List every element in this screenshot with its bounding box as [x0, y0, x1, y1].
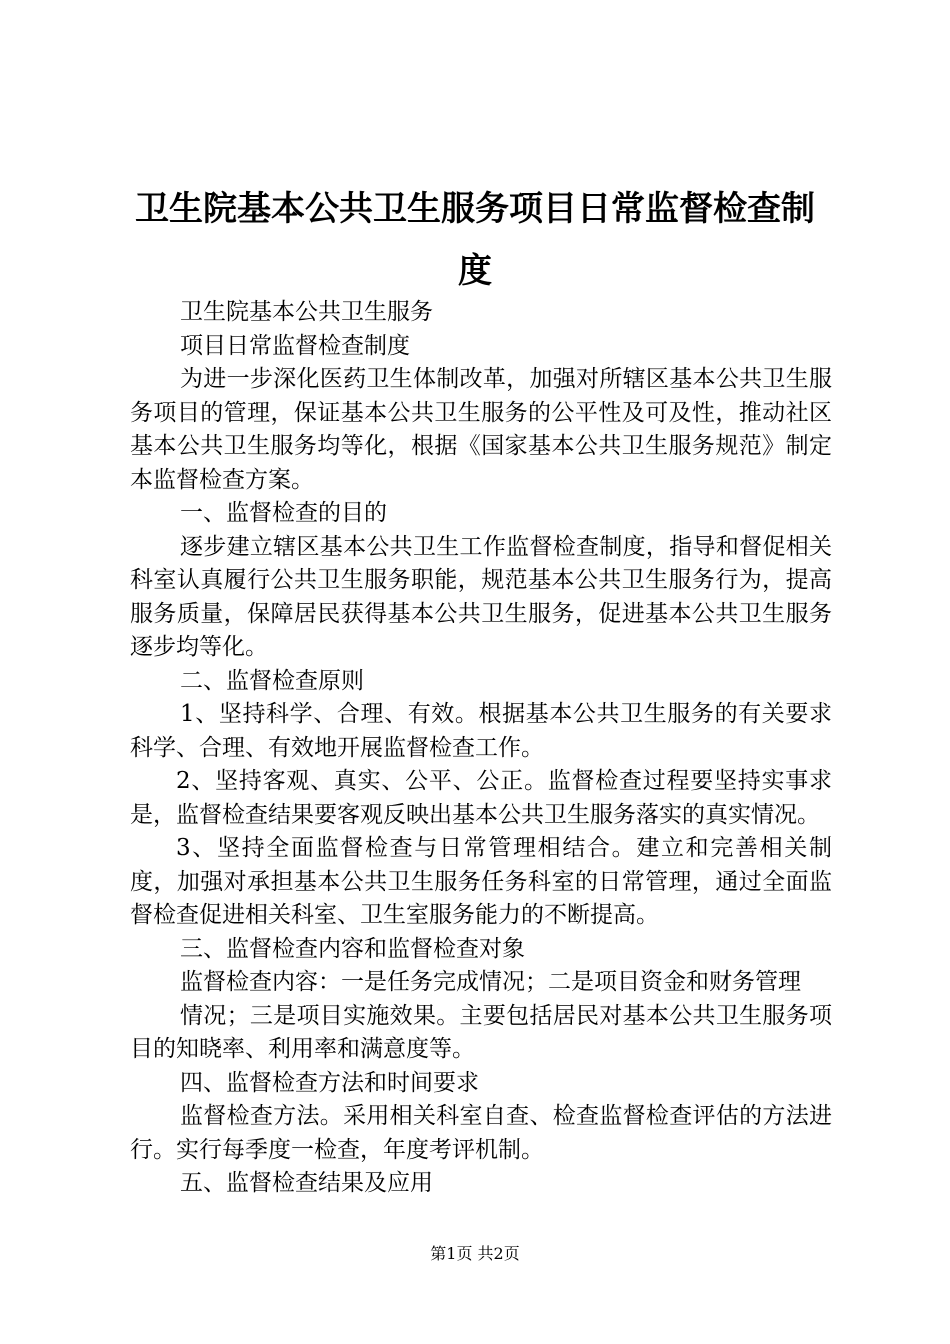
page-footer [0, 1243, 950, 1265]
intro-paragraph: 为进一步深化医药卫生体制改革，加强对所辖区基本公共卫生服务项目的管理，保证基本公共卫生服务的公平性及可及性，推动社区基本公共卫生服务均等化，根据《国家基本公共卫生服务规范》制定本监督检查方案。 [130, 366, 832, 493]
section-3-paragraph-a: 监督检查内容：一是任务完成情况；二是项目资金和财务管理 [180, 969, 801, 995]
title-line-2: 度 [458, 251, 492, 291]
section-3-paragraph-b: 情况；三是项目实施效果。主要包括居民对基本公共卫生服务项目的知晓率、利用率和满意度等。 [130, 1002, 832, 1062]
document-body [130, 296, 832, 1201]
section-4-paragraph: 监督检查方法。采用相关科室自查、检查监督检查评估的方法进行。实行每季度一检查，年度考评机制。 [130, 1103, 832, 1163]
section-heading-5: 五、监督检查结果及应用 [180, 1170, 433, 1196]
section-1-paragraph: 逐步建立辖区基本公共卫生工作监督检查制度，指导和督促相关科室认真履行公共卫生服务职能，规范基本公共卫生服务行为，提高服务质量，保障居民获得基本公共卫生服务，促进基本公共卫生服务逐步均等化。 [130, 533, 832, 660]
principle-3-paragraph: 3、坚持全面监督检查与日常管理相结合。建立和完善相关制度，加强对承担基本公共卫生服务任务科室的日常管理，通过全面监督检查促进相关科室、卫生室服务能力的不断提高。 [130, 835, 832, 928]
subtitle-line-1: 卫生院基本公共卫生服务 [180, 299, 433, 325]
principle-2-paragraph: 2、坚持客观、真实、公平、公正。监督检查过程要坚持实事求是，监督检查结果要客观反映出基本公共卫生服务落实的真实情况。 [130, 768, 832, 828]
section-heading-3: 三、监督检查内容和监督检查对象 [180, 935, 525, 962]
section-heading-1: 一、监督检查的目的 [180, 500, 387, 526]
section-heading-4: 四、监督检查方法和时间要求 [180, 1069, 479, 1096]
title-line-1: 卫生院基本公共卫生服务项目日常监督检查制 [135, 189, 815, 229]
principle-1-paragraph: 1、坚持科学、合理、有效。根据基本公共卫生服务的有关要求科学、合理、有效地开展监督检查工作。 [130, 701, 832, 761]
section-heading-2: 二、监督检查原则 [180, 667, 364, 694]
page-number: 第1页 共2页 [430, 1244, 520, 1263]
subtitle-line-2: 项目日常监督检查制度 [180, 332, 410, 359]
document-title [110, 178, 840, 302]
